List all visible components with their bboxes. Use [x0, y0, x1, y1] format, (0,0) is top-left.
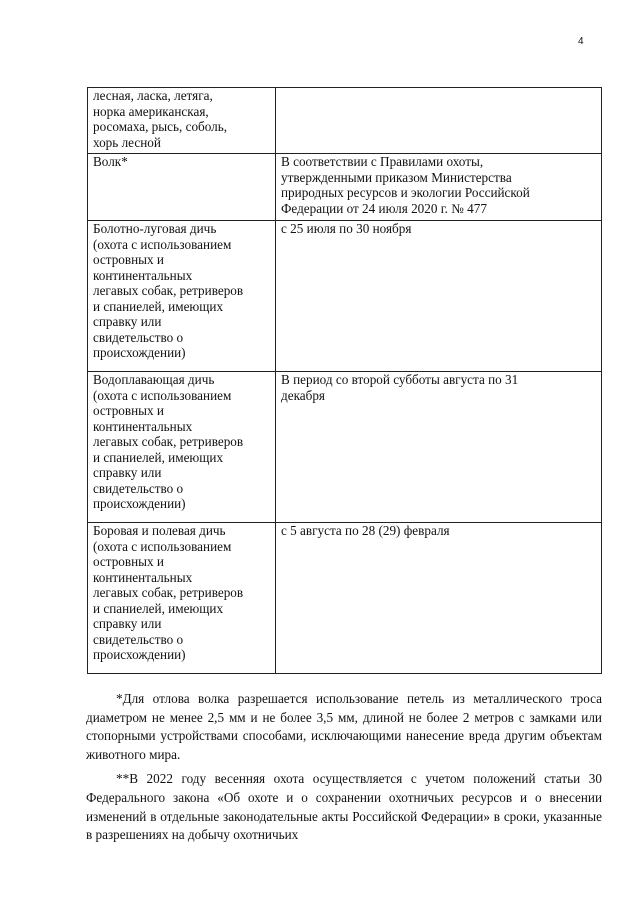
period-cell: с 5 августа по 28 (29) февраля: [276, 523, 602, 674]
table-row: [88, 523, 602, 674]
table-row: [88, 154, 602, 221]
species-cell: Волк*: [88, 154, 276, 221]
period-cell: с 25 июля по 30 ноября: [276, 221, 602, 372]
species-cell: Боровая и полевая дичь (охота с использованием островных и континентальных легавых собак, ретриверов и спаниелей, имеющих справку или свидетельство о происхождении): [88, 523, 276, 674]
footnote-spring-hunting: **В 2022 году весенняя охота осуществляется с учетом положений статьи 30 Федерального закона «Об охоте и о сохранении охотничьих ресурсов и о внесении изменений в отдельные законодательные акты Российской Федерации» в сроки, указанные в разрешениях на добычу охотничьих: [86, 771, 602, 843]
hunting-periods-table: [87, 87, 602, 674]
footnote-wolf-snares: *Для отлова волка разрешается использование петель из металлического троса диаметром не менее 2,5 мм и не более 3,5 мм, длиной не более 2 метров с замками или стопорными устройствами способами, исключающими нанесение вреда другим объектам животного мира.: [86, 691, 602, 762]
table-row: [88, 221, 602, 372]
table-row: [88, 372, 602, 523]
species-cell: Водоплавающая дичь (охота с использованием островных и континентальных легавых собак, ретриверов и спаниелей, имеющих справку или свидетельство о происхождении): [88, 372, 276, 523]
species-cell: лесная, ласка, летяга, норка американская, росомаха, рысь, соболь, хорь лесной: [88, 88, 276, 154]
period-cell: [276, 88, 602, 154]
page-number: 4: [578, 36, 584, 47]
footnotes: [86, 690, 602, 851]
period-cell: В соответствии с Правилами охоты, утвержденными приказом Министерства природных ресурсов и экологии Российской Федерации от 24 июля 2020 г. № 477: [276, 154, 602, 221]
species-cell: Болотно-луговая дичь (охота с использованием островных и континентальных легавых собак, ретриверов и спаниелей, имеющих справку или свидетельство о происхождении): [88, 221, 276, 372]
table-row: [88, 88, 602, 154]
period-cell: В период со второй субботы августа по 31 декабря: [276, 372, 602, 523]
